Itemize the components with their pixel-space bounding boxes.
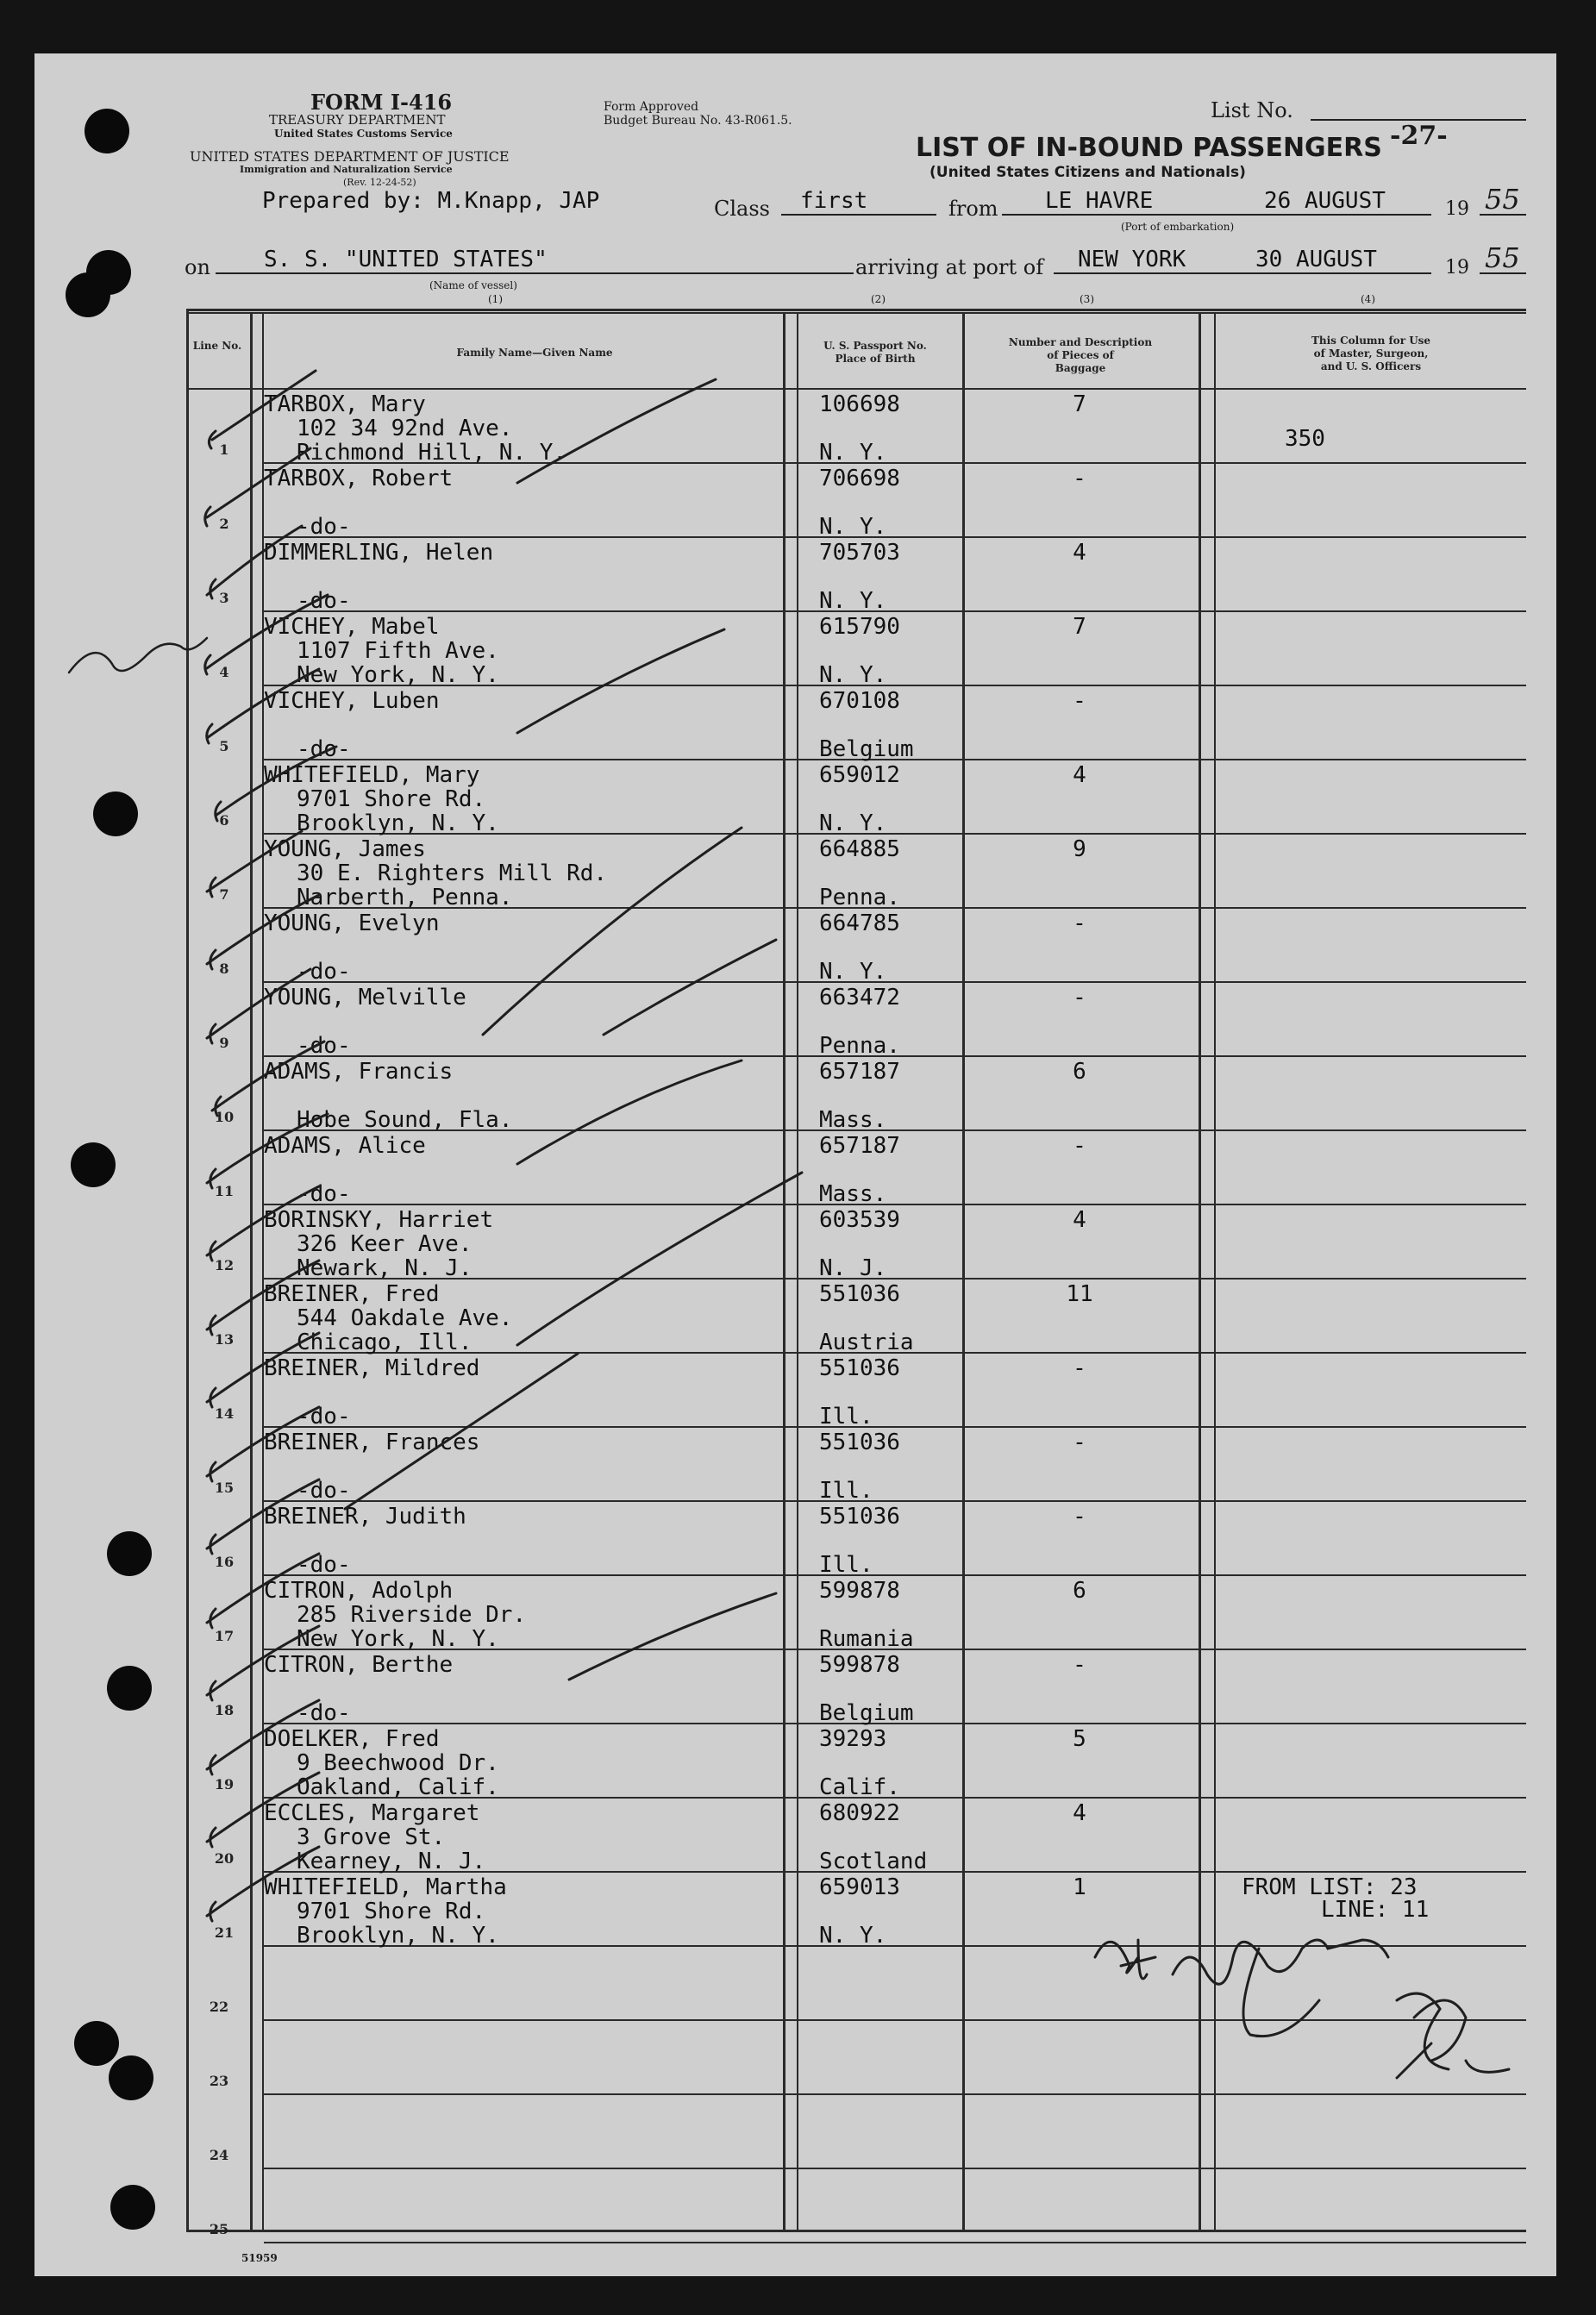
passenger-name: BORINSKY, Harriet <box>264 1207 494 1233</box>
place-of-birth: Belgium <box>819 736 914 762</box>
passenger-name: ADAMS, Francis <box>264 1059 454 1085</box>
passenger-name: BREINER, Fred <box>264 1281 440 1307</box>
passport-number: 106698 <box>819 391 900 417</box>
place-of-birth: Rumania <box>819 1626 914 1652</box>
line-number: 22 <box>209 1999 229 2015</box>
line-number: 2 <box>219 516 229 532</box>
line-number: 11 <box>214 1183 235 1199</box>
passport-number: 39293 <box>819 1726 887 1752</box>
line-number: 9 <box>219 1035 229 1051</box>
baggage-count: - <box>1073 1504 1086 1530</box>
passenger-name: YOUNG, Evelyn <box>264 910 440 936</box>
line-number: 12 <box>214 1257 235 1273</box>
address-line-2: Brooklyn, N. Y. <box>297 1923 499 1949</box>
line-number: 4 <box>219 664 229 680</box>
address-line-2: -do- <box>297 1478 351 1504</box>
col-header-line: Line No. <box>192 340 242 352</box>
passenger-name: CITRON, Berthe <box>264 1652 454 1678</box>
baggage-count: 11 <box>1066 1281 1093 1307</box>
place-of-birth: Mass. <box>819 1181 887 1207</box>
passenger-name: WHITEFIELD, Mary <box>264 762 480 788</box>
passport-number: 659012 <box>819 762 900 788</box>
line-number: 13 <box>214 1331 235 1348</box>
passenger-name: YOUNG, James <box>264 836 426 862</box>
officer-note-line: LINE: 11 <box>1321 1897 1430 1923</box>
passport-number: 659013 <box>819 1874 900 1900</box>
passenger-name: BREINER, Judith <box>264 1504 466 1530</box>
place-of-birth: N. Y. <box>819 1923 887 1949</box>
col-header-baggage-2: of Pieces of <box>1047 349 1114 361</box>
arrival-date: 30 AUGUST <box>1255 247 1377 272</box>
col-header-baggage-3: Baggage <box>1055 362 1106 374</box>
place-of-birth: N. Y. <box>819 588 887 614</box>
col-num-1: (1) <box>488 293 503 305</box>
baggage-count: 4 <box>1073 762 1086 788</box>
place-of-birth: N. Y. <box>819 662 887 688</box>
place-of-birth: Ill. <box>819 1404 873 1430</box>
address-line-2: Kearney, N. J. <box>297 1849 486 1874</box>
passport-number: 551036 <box>819 1430 900 1455</box>
year-prefix: 19 <box>1445 198 1469 220</box>
address-line-2: -do- <box>297 959 351 985</box>
address-line-1: 326 Keer Ave. <box>297 1231 473 1257</box>
baggage-count: 6 <box>1073 1059 1086 1085</box>
passenger-name: VICHEY, Mabel <box>264 614 440 640</box>
passport-number: 670108 <box>819 688 900 714</box>
baggage-count: - <box>1073 1133 1086 1159</box>
line-number: 15 <box>214 1480 235 1496</box>
vessel-name: S. S. "UNITED STATES" <box>264 247 548 272</box>
line-number: 14 <box>214 1405 235 1422</box>
passport-number: 664885 <box>819 836 900 862</box>
on-label: on <box>185 255 210 279</box>
col-header-birth: Place of Birth <box>835 353 916 365</box>
address-line-2: Oakland, Calif. <box>297 1774 499 1800</box>
customs-service: United States Customs Service <box>274 128 453 140</box>
passenger-name: BREINER, Frances <box>264 1430 480 1455</box>
line-number: 24 <box>209 2147 229 2163</box>
baggage-count: - <box>1073 910 1086 936</box>
baggage-count: - <box>1073 985 1086 1010</box>
address-line-1: 3 Grove St. <box>297 1824 446 1850</box>
address-line-2: -do- <box>297 1033 351 1059</box>
class-value: first <box>800 188 868 214</box>
form-approved: Form Approved <box>604 100 699 114</box>
col-num-4: (4) <box>1361 293 1375 305</box>
prepared-by: Prepared by: M.Knapp, JAP <box>262 188 600 214</box>
baggage-count: 6 <box>1073 1578 1086 1604</box>
line-number: 8 <box>219 960 229 977</box>
address-line-2: Brooklyn, N. Y. <box>297 810 499 836</box>
baggage-count: 4 <box>1073 1207 1086 1233</box>
line-number: 19 <box>214 1776 235 1793</box>
passport-number: 615790 <box>819 614 900 640</box>
passport-number: 599878 <box>819 1578 900 1604</box>
passenger-name: TARBOX, Mary <box>264 391 426 417</box>
address-line-2: -do- <box>297 588 351 614</box>
place-of-birth: Penna. <box>819 885 900 910</box>
line-number: 6 <box>219 812 229 829</box>
passenger-name: WHITEFIELD, Martha <box>264 1874 507 1900</box>
address-line-1: 102 34 92nd Ave. <box>297 416 513 441</box>
baggage-count: 4 <box>1073 540 1086 566</box>
passenger-name: TARBOX, Robert <box>264 466 454 491</box>
address-line-2: New York, N. Y. <box>297 1626 499 1652</box>
address-line-2: Hobe Sound, Fla. <box>297 1107 513 1133</box>
place-of-birth: N. Y. <box>819 810 887 836</box>
address-line-2: Chicago, Ill. <box>297 1330 473 1355</box>
passport-number: 657187 <box>819 1059 900 1085</box>
address-line-2: -do- <box>297 736 351 762</box>
passport-number: 599878 <box>819 1652 900 1678</box>
address-line-2: Newark, N. J. <box>297 1255 473 1281</box>
place-of-birth: N. J. <box>819 1255 887 1281</box>
line-number: 16 <box>214 1554 235 1570</box>
place-of-birth: Belgium <box>819 1700 914 1726</box>
port-of-embarkation: LE HAVRE <box>1045 188 1154 214</box>
passport-number: 603539 <box>819 1207 900 1233</box>
document-title: LIST OF IN-BOUND PASSENGERS <box>916 133 1382 163</box>
passenger-name: YOUNG, Melville <box>264 985 466 1010</box>
port-caption: (Port of embarkation) <box>1121 221 1235 233</box>
passenger-name: DOELKER, Fred <box>264 1726 440 1752</box>
baggage-count: 7 <box>1073 391 1086 417</box>
year-prefix-2: 19 <box>1445 257 1469 278</box>
place-of-birth: Mass. <box>819 1107 887 1133</box>
line-number: 1 <box>219 441 229 458</box>
justice-dept: UNITED STATES DEPARTMENT OF JUSTICE <box>190 148 510 165</box>
baggage-count: 5 <box>1073 1726 1086 1752</box>
address-line-2: Richmond Hill, N. Y. <box>297 440 567 466</box>
address-line-1: 30 E. Righters Mill Rd. <box>297 860 608 886</box>
officer-note: FROM LIST: 23 <box>1242 1874 1418 1900</box>
class-label: Class <box>714 197 770 221</box>
col-header-officers-3: and U. S. Officers <box>1320 360 1422 372</box>
year-value: 55 <box>1485 183 1520 216</box>
col-num-2: (2) <box>871 293 886 305</box>
baggage-count: 4 <box>1073 1800 1086 1826</box>
place-of-birth: N. Y. <box>819 959 887 985</box>
baggage-count: 1 <box>1073 1874 1086 1900</box>
passport-number: 705703 <box>819 540 900 566</box>
arriving-label: arriving at port of <box>855 255 1044 279</box>
budget-bureau: Budget Bureau No. 43-R061.5. <box>604 114 792 128</box>
embarkation-date: 26 AUGUST <box>1264 188 1386 214</box>
address-line-2: New York, N. Y. <box>297 662 499 688</box>
passport-number: 664785 <box>819 910 900 936</box>
address-line-1: 285 Riverside Dr. <box>297 1602 527 1628</box>
arrival-port: NEW YORK <box>1078 247 1186 272</box>
address-line-2: Narberth, Penna. <box>297 885 513 910</box>
baggage-count: - <box>1073 466 1086 491</box>
line-number: 17 <box>214 1628 235 1644</box>
place-of-birth: Scotland <box>819 1849 928 1874</box>
address-line-2: -do- <box>297 1404 351 1430</box>
passport-number: 680922 <box>819 1800 900 1826</box>
line-number: 18 <box>214 1702 235 1718</box>
passport-number: 551036 <box>819 1355 900 1381</box>
passenger-name: CITRON, Adolph <box>264 1578 454 1604</box>
passenger-name: BREINER, Mildred <box>264 1355 480 1381</box>
address-line-2: -do- <box>297 1181 351 1207</box>
baggage-count: - <box>1073 1355 1086 1381</box>
address-line-1: 9701 Shore Rd. <box>297 786 486 812</box>
passenger-name: ECCLES, Margaret <box>264 1800 480 1826</box>
col-header-officers-1: This Column for Use <box>1311 335 1431 347</box>
baggage-count: 7 <box>1073 614 1086 640</box>
passenger-name: ADAMS, Alice <box>264 1133 426 1159</box>
document-subtitle: (United States Citizens and Nationals) <box>929 164 1246 181</box>
line-number: 10 <box>214 1109 235 1125</box>
ins-label: Immigration and Naturalization Service <box>240 164 453 175</box>
address-line-1: 9701 Shore Rd. <box>297 1899 486 1924</box>
passenger-name: DIMMERLING, Helen <box>264 540 494 566</box>
address-line-2: -do- <box>297 1700 351 1726</box>
treasury-dept: TREASURY DEPARTMENT <box>269 112 446 128</box>
passport-number: 657187 <box>819 1133 900 1159</box>
place-of-birth: Austria <box>819 1330 914 1355</box>
address-line-1: 9 Beechwood Dr. <box>297 1750 499 1776</box>
address-line-2: -do- <box>297 514 351 540</box>
form-number: FORM I-416 <box>310 90 453 115</box>
place-of-birth: Ill. <box>819 1478 873 1504</box>
address-line-2: -do- <box>297 1552 351 1578</box>
line-number: 3 <box>219 590 229 606</box>
form-code: 51959 <box>241 2252 278 2264</box>
line-number: 5 <box>219 738 229 754</box>
baggage-count: - <box>1073 1652 1086 1678</box>
passport-number: 663472 <box>819 985 900 1010</box>
place-of-birth: Ill. <box>819 1552 873 1578</box>
baggage-count: - <box>1073 1430 1086 1455</box>
list-number: -27- <box>1390 121 1448 151</box>
line-number: 7 <box>219 886 229 903</box>
place-of-birth: N. Y. <box>819 440 887 466</box>
passport-number: 551036 <box>819 1504 900 1530</box>
passport-number: 706698 <box>819 466 900 491</box>
year-value-2: 55 <box>1485 241 1520 274</box>
place-of-birth: N. Y. <box>819 514 887 540</box>
passport-number: 551036 <box>819 1281 900 1307</box>
address-line-1: 1107 Fifth Ave. <box>297 638 499 664</box>
line-number: 25 <box>209 2221 229 2237</box>
col-header-name: Family Name—Given Name <box>456 347 613 359</box>
baggage-count: - <box>1073 688 1086 714</box>
line-number: 23 <box>209 2073 229 2089</box>
place-of-birth: Penna. <box>819 1033 900 1059</box>
officer-note: 350 <box>1285 426 1325 452</box>
baggage-count: 9 <box>1073 836 1086 862</box>
from-label: from <box>948 197 998 221</box>
col-header-passport: U. S. Passport No. <box>823 340 927 352</box>
line-number: 20 <box>214 1850 235 1867</box>
col-header-baggage-1: Number and Description <box>1008 336 1153 348</box>
vessel-caption: (Name of vessel) <box>429 279 517 291</box>
line-number: 21 <box>214 1924 235 1941</box>
col-header-officers-2: of Master, Surgeon, <box>1313 347 1429 360</box>
place-of-birth: Calif. <box>819 1774 900 1800</box>
col-num-3: (3) <box>1080 293 1094 305</box>
passenger-name: VICHEY, Luben <box>264 688 440 714</box>
revision: (Rev. 12-24-52) <box>343 177 416 188</box>
list-no-label: List No. <box>1211 98 1293 122</box>
address-line-1: 544 Oakdale Ave. <box>297 1305 513 1331</box>
